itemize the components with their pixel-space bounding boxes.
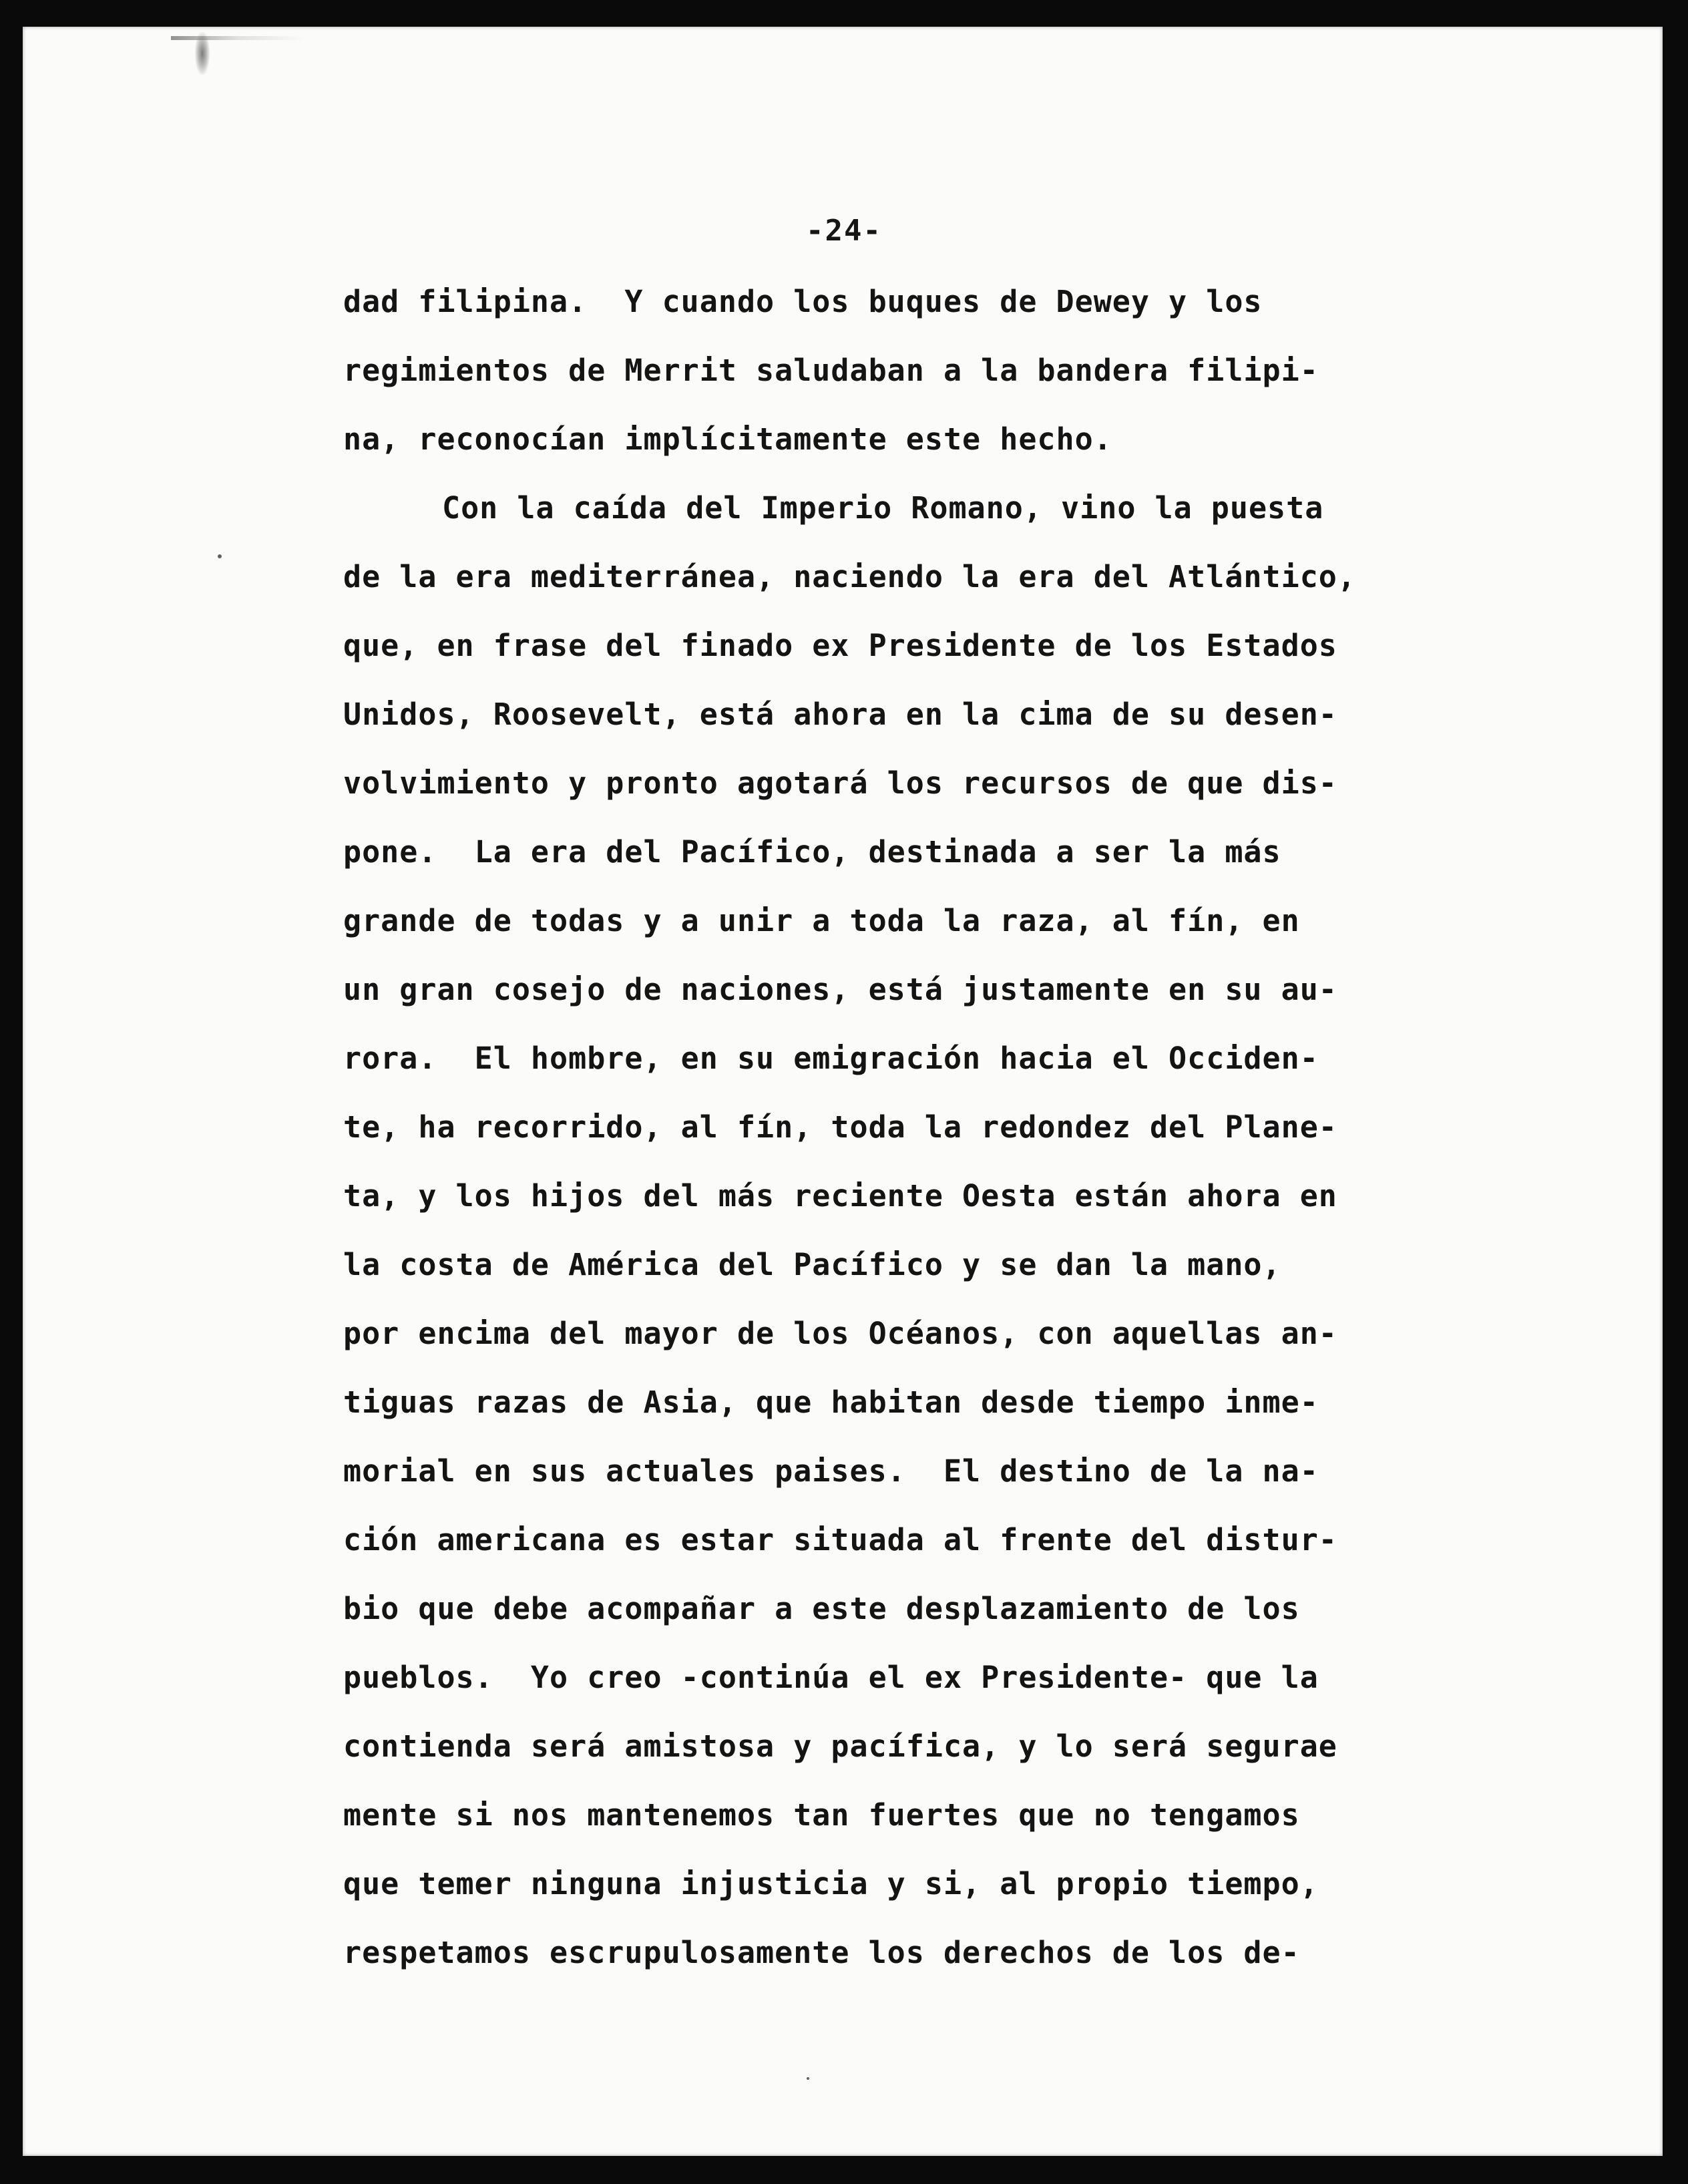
paragraph-first-line: Con la caída del Imperio Romano, vino la puesta <box>442 490 1324 526</box>
dust-speck <box>807 2077 809 2080</box>
text-line: rora. El hombre, en su emigración hacia el Occiden- <box>343 1041 1319 1076</box>
text-line: pone. La era del Pacífico, destinada a ser la más <box>343 834 1281 870</box>
text-line: de la era mediterránea, naciendo la era del Atlántico, <box>343 559 1356 594</box>
text-line: ta, y los hijos del más reciente Oesta están ahora en <box>343 1178 1337 1214</box>
text-line: bio que debe acompañar a este desplazamiento de los <box>343 1591 1300 1626</box>
text-line: dad filipina. Y cuando los buques de Dewey y los <box>343 284 1263 319</box>
text-line: la costa de América del Pacífico y se dan la mano, <box>343 1247 1281 1282</box>
text-line: grande de todas y a unir a toda la raza, al fín, en <box>343 903 1300 938</box>
text-line: respetamos escrupulosamente los derechos de los de- <box>343 1935 1300 1970</box>
dust-speck <box>218 554 222 558</box>
staple-smudge <box>195 32 210 75</box>
text-line: contienda será amistosa y pacífica, y lo será segurae <box>343 1728 1337 1764</box>
scan-edge-mark <box>171 36 304 40</box>
text-line: ción americana es estar situada al frente del distur- <box>343 1522 1337 1558</box>
text-line: un gran cosejo de naciones, está justamente en su au- <box>343 972 1337 1007</box>
text-line: por encima del mayor de los Océanos, con aquellas an- <box>343 1316 1337 1351</box>
typewritten-body <box>343 275 1518 1995</box>
text-line: que temer ninguna injusticia y si, al propio tiempo, <box>343 1866 1319 1901</box>
text-line: tiguas razas de Asia, que habitan desde tiempo inme- <box>343 1385 1319 1420</box>
text-line: morial en sus actuales paises. El destino de la na- <box>343 1453 1319 1489</box>
page-number: -24- <box>806 214 882 248</box>
text-line: regimientos de Merrit saludaban a la bandera filipi- <box>343 353 1319 388</box>
text-line: te, ha recorrido, al fín, toda la redondez del Plane- <box>343 1109 1337 1145</box>
text-line: que, en frase del finado ex Presidente de los Estados <box>343 628 1337 663</box>
text-line: mente si nos mantenemos tan fuertes que no tengamos <box>343 1797 1300 1833</box>
text-line: volvimiento y pronto agotará los recursos de que dis- <box>343 765 1337 801</box>
text-line: Unidos, Roosevelt, está ahora en la cima de su desen- <box>343 697 1337 732</box>
text-line: pueblos. Yo creo -continúa el ex Presidente- que la <box>343 1660 1319 1695</box>
text-line: na, reconocían implícitamente este hecho. <box>343 421 1112 457</box>
